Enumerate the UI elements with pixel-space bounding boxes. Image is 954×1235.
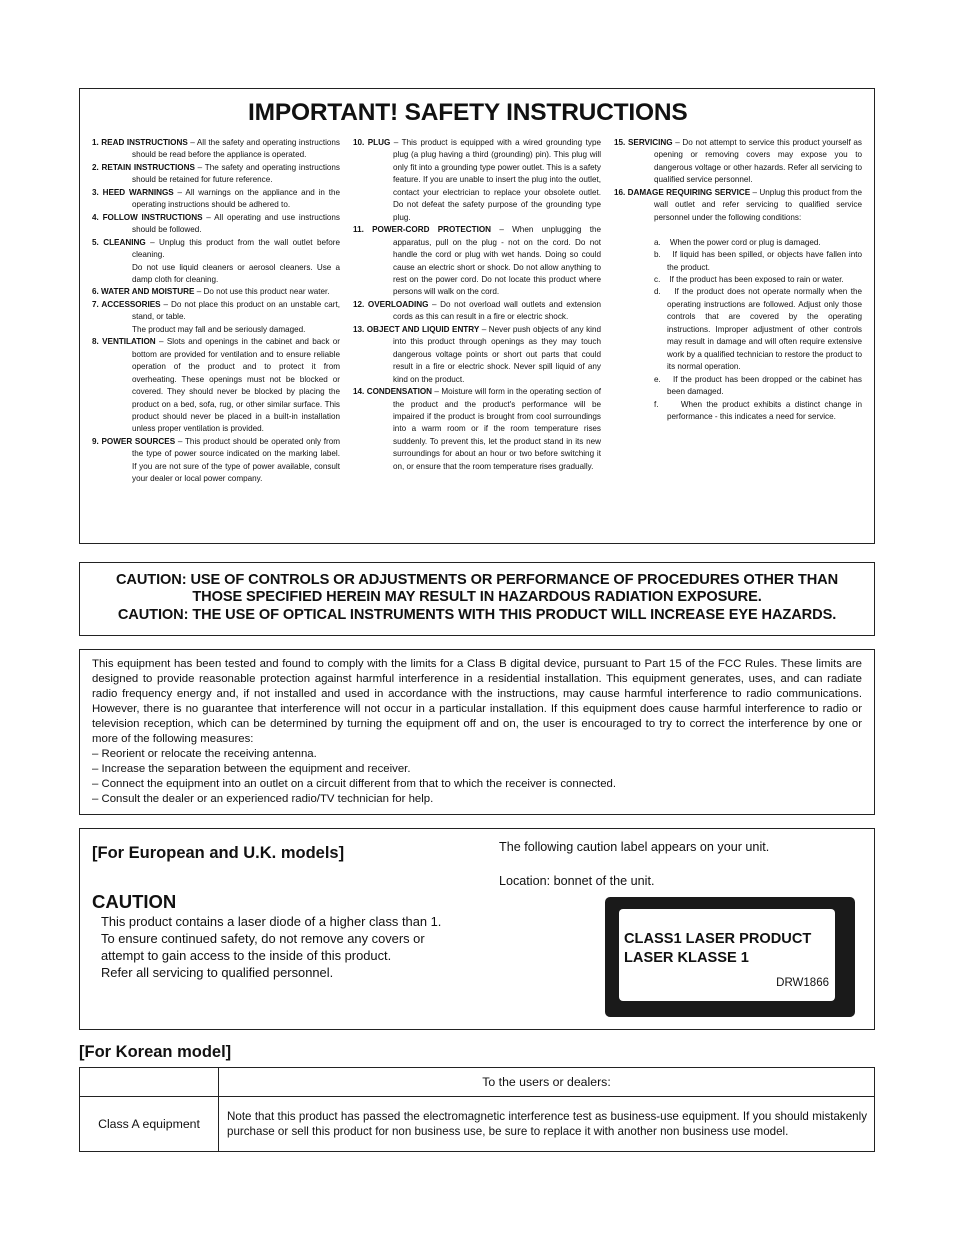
- label-location: Location: bonnet of the unit.: [499, 874, 655, 888]
- instruction-item: 9. POWER SOURCES – This product should be operated only from the type of power source indicated on the marking label. If you are not sure of the type of power available, consult your dealer or local power company.: [92, 436, 341, 484]
- instruction-note: The product may fall and be seriously damaged.: [132, 324, 306, 334]
- instruction-item: 15. SERVICING – Do not attempt to service this product yourself as opening or removing covers may expose you to dangerous voltage or other hazards. Refer all servicing to qualified service personnel.: [614, 138, 862, 185]
- european-heading: [For European and U.K. models]: [92, 844, 345, 862]
- instruction-item: 6. WATER AND MOISTURE – Do not use this product near water.: [92, 287, 330, 297]
- condition-item: d. If the product does not operate normally when the operating instructions are followed. Adjust only those controls that are covered by the operating instructions. Improper adjustment of other controls may result in damage and will often require extensive work by a qualified technician to restore the product to its normal operation.: [654, 287, 862, 372]
- laser-caution-box: [79, 562, 875, 636]
- condition-item: a. When the power cord or plug is damaged.: [654, 237, 821, 247]
- safety-title: IMPORTANT! SAFETY INSTRUCTIONS: [248, 99, 688, 126]
- fcc-measure: – Reorient or relocate the receiving antenna.: [92, 748, 317, 760]
- safety-column-2: [353, 137, 601, 473]
- condition-item: b. If liquid has been spilled, or objects have fallen into the product.: [654, 250, 863, 272]
- safety-column-1: [92, 137, 340, 486]
- instruction-item: 12. OVERLOADING – Do not overload wall outlets and extension cords as this can result in a fire or electric shock.: [353, 299, 601, 322]
- table-row-label: Class A equipment: [80, 1097, 219, 1152]
- instruction-item: 14. CONDENSATION – Moisture will form in the operating section of the product and the product's performance will be impaired if the product is brought from cool surroundings into a warm room or if the room temperature rises suddenly. To prevent this, let the product stand in its new surroundings for about an hour or two before switching it on, or ensure that the room temperature rises gradually.: [353, 387, 601, 471]
- korean-table: [79, 1067, 875, 1152]
- instruction-item: 13. OBJECT AND LIQUID ENTRY – Never push objects of any kind into this product through openings as they may touch dangerous voltage points or short out parts that could result in a fire or electric shock. Never spill liquid of any kind on the product.: [353, 324, 601, 384]
- fcc-paragraph: This equipment has been tested and found to comply with the limits for a Class B digital device, pursuant to Part 15 of the FCC Rules. These limits are designed to provide reasonable protection against harmful interference in a residential installation. This equipment generates, uses, and can radiate radio frequency energy and, if not installed and used in accordance with the instructions, may cause harmful interference to radio communications. However, there is no guarantee that interference will not occur in a particular installation. If this equipment does cause harmful interference to radio or television reception, which can be determined by turning the equipment off and on, the user is encouraged to try to correct the interference by one or more of the following measures:: [92, 658, 862, 745]
- condition-item: c. If the product has been exposed to rain or water.: [654, 274, 844, 284]
- label-code: DRW1866: [776, 977, 829, 989]
- instruction-item: 4. FOLLOW INSTRUCTIONS – All operating and use instructions should be followed.: [92, 212, 340, 235]
- european-caution-text: This product contains a laser diode of a higher class than 1. To ensure continued safety, do not remove any covers or attempt to gain access to the inside of this product. Refer all servicing to qualified personnel.: [101, 914, 442, 980]
- safety-column-3: [614, 137, 862, 423]
- korean-heading: [For Korean model]: [79, 1043, 232, 1061]
- fcc-measure: – Increase the separation between the equipment and receiver.: [92, 763, 411, 775]
- instruction-item: 16. DAMAGE REQUIRING SERVICE – Unplug this product from the wall outlet and refer servicing to qualified service personnel under the following conditions:: [614, 187, 862, 222]
- fcc-notice-box: [79, 649, 875, 815]
- table-row: [80, 1068, 875, 1097]
- instruction-item: 8. VENTILATION – Slots and openings in the cabinet and back or bottom are provided for ventilation and to ensure reliable operation of the product and to protect it from overheating. These openings must not be blocked or covered. They should never be blocked by placing the product on a bed, sofa, rug, or other similar surface. This product should never be placed in a built-in installation unless proper ventilation is provided.: [92, 337, 340, 434]
- caution-heading: CAUTION: [92, 891, 177, 912]
- instruction-item: 7. ACCESSORIES – Do not place this product on an unstable cart, stand, or table.: [92, 299, 340, 322]
- fcc-measure: – Consult the dealer or an experienced radio/TV technician for help.: [92, 793, 434, 805]
- table-header: To the users or dealers:: [219, 1068, 875, 1097]
- instruction-item: 2. RETAIN INSTRUCTIONS – The safety and operating instructions should be retained for future reference.: [92, 162, 340, 185]
- label-note: The following caution label appears on your unit.: [499, 840, 770, 854]
- caution-line: CAUTION: USE OF CONTROLS OR ADJUSTMENTS OR PERFORMANCE OF PROCEDURES OTHER THAN: [115, 572, 839, 588]
- condition-item: f. When the product exhibits a distinct change in performance - this indicates a need for service.: [654, 399, 862, 421]
- instruction-item: 11. POWER-CORD PROTECTION – When unplugging the apparatus, pull on the plug - not on the cord. Do not handle the cord or plug with wet hands. Doing so could cause an electric short or shock. Do not allow anything to rest on the power cord. Do not locate this product where persons will walk on the cord.: [353, 225, 601, 297]
- instruction-item: 1. READ INSTRUCTIONS – All the safety and operating instructions should be read before the appliance is operated.: [92, 138, 340, 160]
- instruction-item: 5. CLEANING – Unplug this product from the wall outlet before cleaning.: [92, 237, 340, 260]
- fcc-measure: – Connect the equipment into an outlet on a circuit different from that to which the receiver is connected.: [92, 778, 617, 790]
- european-models-box: [79, 828, 875, 1030]
- caution-line: CAUTION: THE USE OF OPTICAL INSTRUMENTS WITH THIS PRODUCT WILL INCREASE EYE HAZARDS.: [117, 607, 837, 623]
- laser-label-text: CLASS1 LASER PRODUCT LASER KLASSE 1: [624, 931, 812, 966]
- instruction-item: 3. HEED WARNINGS – All warnings on the appliance and in the operating instructions should be adhered to.: [92, 187, 340, 210]
- caution-line: THOSE SPECIFIED HEREIN MAY RESULT IN HAZARDOUS RADIATION EXPOSURE.: [192, 589, 762, 605]
- fcc-text: [92, 657, 862, 807]
- instruction-item: 10. PLUG – This product is equipped with a wired grounding type plug (a plug having a third (grounding) pin). This plug will only fit into a grounding type power outlet. This is a safety feature. If you are unable to insert the plug into the outlet, contact your electrician to replace your obsolete outlet. Do not defeat the safety purpose of the grounding type plug.: [353, 138, 601, 222]
- table-cell-empty: [80, 1068, 219, 1097]
- condition-item: e. If the product has been dropped or the cabinet has been damaged.: [654, 374, 862, 397]
- laser-caution-label: [605, 897, 855, 1017]
- safety-instructions-box: [79, 88, 875, 544]
- instruction-note: Do not use liquid cleaners or aerosol cleaners. Use a damp cloth for cleaning.: [132, 262, 340, 284]
- laser-label-inner: [619, 909, 835, 1001]
- table-row-text: Note that this product has passed the electromagnetic interference test as business-use equipment. If you should mistakenly purchase or sell this product for non business use, be sure to replace it with another non business use model.: [219, 1097, 875, 1152]
- table-row: [80, 1097, 875, 1152]
